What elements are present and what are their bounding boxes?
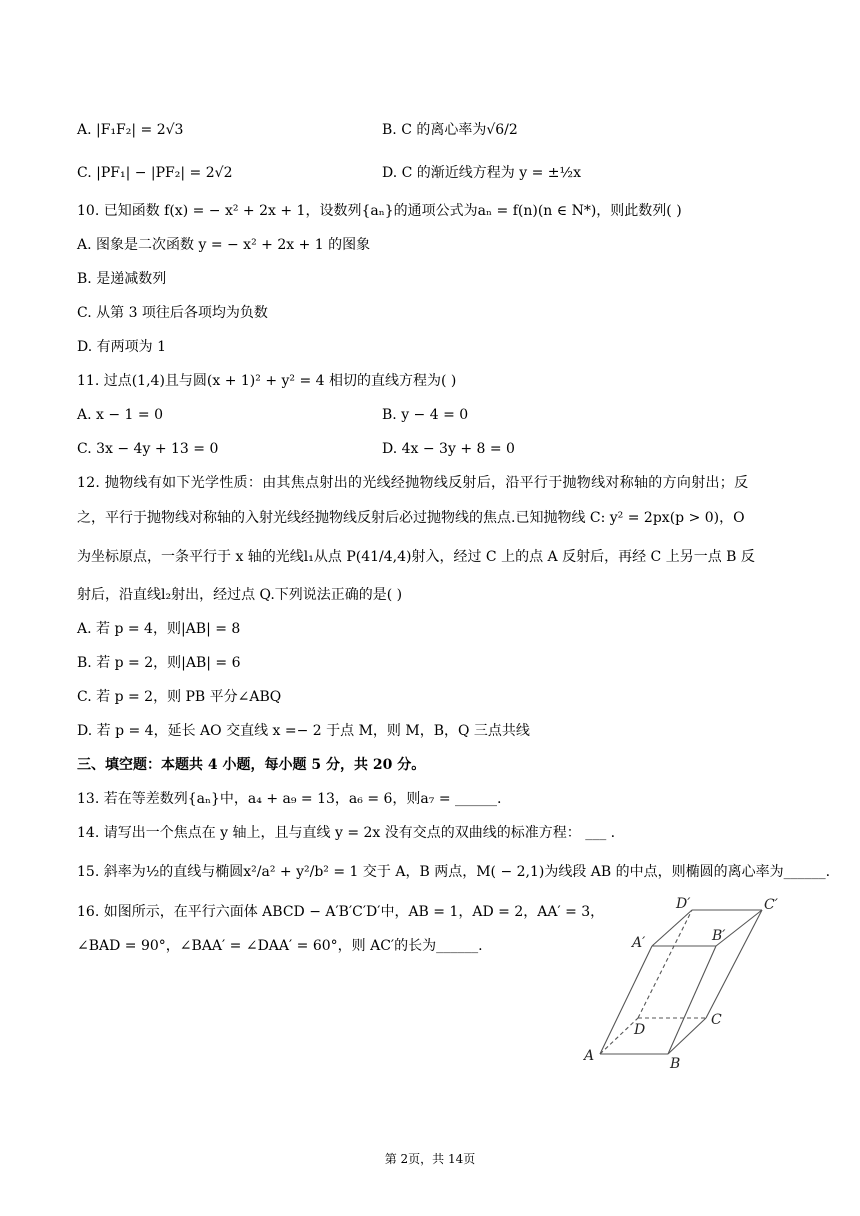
- edge-bb1: [668, 946, 716, 1054]
- q16-stem-line-1: 16. 如图所示，在平行六面体 ABCD − A′B′C′D′中，AB = 1，AD = 2，AA′ = 3，: [77, 904, 605, 920]
- section-heading: 三、填空题：本题共 4 小题，每小题 5 分，共 20 分。: [77, 757, 426, 773]
- q11-option-a: A. x − 1 = 0: [77, 407, 163, 423]
- label-d: D: [634, 1022, 646, 1038]
- label-d-prime: D′: [676, 896, 691, 912]
- edge-bc: [668, 1018, 706, 1054]
- q11-stem: 11. 过点(1,4)且与圆(x + 1)² + y² = 4 相切的直线方程为( ): [77, 373, 457, 389]
- label-a-prime: A′: [632, 935, 646, 951]
- q9-option-b: B. C 的离心率为√6/2: [382, 122, 518, 138]
- q12-option-d: D. 若 p = 4，延长 AO 交直线 x =− 2 于点 M，则 M，B，Q 三点共线: [77, 723, 530, 739]
- q12-option-b: B. 若 p = 2，则|AB| = 6: [77, 655, 241, 671]
- edge-a1d1: [652, 910, 692, 946]
- parallelepiped-figure: [576, 892, 786, 1077]
- q15-stem: 15. 斜率为½的直线与椭圆x²/a² + y²/b² = 1 交于 A，B 两点，M( − 2,1)为线段 AB 的中点，则椭圆的离心率为______.: [77, 864, 831, 880]
- page-number-footer: 第 2页，共 14页: [384, 1152, 476, 1166]
- q9-option-d: D. C 的渐近线方程为 y = ±½x: [382, 165, 581, 181]
- edge-dd1: [638, 910, 692, 1018]
- q11-option-c: C. 3x − 4y + 13 = 0: [77, 441, 219, 457]
- q12-stem-line-3: 为坐标原点，一条平行于 x 轴的光线l₁从点 P(41/4,4)射入，经过 C 上的点 A 反射后，再经 C 上另一点 B 反: [77, 549, 755, 565]
- q14-stem: 14. 请写出一个焦点在 y 轴上，且与直线 y = 2x 没有交点的双曲线的标准方程： ___ .: [77, 825, 616, 841]
- q9-option-a: A. |F₁F₂| = 2√3: [77, 122, 184, 138]
- q12-stem-line-2: 之，平行于抛物线对称轴的入射光线经抛物线反射后必过抛物线的焦点.已知抛物线 C: y² = 2px(p > 0)，O: [77, 510, 745, 526]
- q9-option-c: C. |PF₁| − |PF₂| = 2√2: [77, 165, 233, 181]
- q12-option-c: C. 若 p = 2，则 PB 平分∠ABQ: [77, 689, 282, 705]
- q12-option-a: A. 若 p = 4，则|AB| = 8: [77, 621, 241, 637]
- q10-option-d: D. 有两项为 1: [77, 339, 166, 355]
- label-b: B: [670, 1056, 681, 1072]
- q10-stem: 10. 已知函数 f(x) = − x² + 2x + 1，设数列{aₙ}的通项公式为aₙ = f(n)(n ∈ N*)，则此数列( ): [77, 203, 682, 219]
- label-c-prime: C′: [764, 897, 778, 913]
- q12-stem-line-1: 12. 抛物线有如下光学性质：由其焦点射出的光线经抛物线反射后，沿平行于抛物线对称轴的方向射出；反: [77, 475, 749, 491]
- label-b-prime: B′: [712, 928, 726, 944]
- q10-option-c: C. 从第 3 项往后各项均为负数: [77, 305, 268, 321]
- q12-stem-line-4: 射后，沿直线l₂射出，经过点 Q.下列说法正确的是( ): [77, 587, 403, 603]
- label-a: A: [584, 1048, 595, 1064]
- q11-option-b: B. y − 4 = 0: [382, 407, 469, 423]
- q11-option-d: D. 4x − 3y + 8 = 0: [382, 441, 515, 457]
- q10-option-b: B. 是递减数列: [77, 271, 167, 287]
- q10-option-a: A. 图象是二次函数 y = − x² + 2x + 1 的图象: [77, 237, 371, 253]
- label-c: C: [711, 1012, 722, 1028]
- edge-cc1: [706, 910, 762, 1018]
- q16-stem-line-2: ∠BAD = 90°，∠BAA′ = ∠DAA′ = 60°，则 AC′的长为______.: [77, 938, 483, 954]
- q13-stem: 13. 若在等差数列{aₙ}中，a₄ + a₉ = 13，a₆ = 6，则a₇ = ______.: [77, 791, 502, 807]
- edge-ad: [600, 1018, 638, 1054]
